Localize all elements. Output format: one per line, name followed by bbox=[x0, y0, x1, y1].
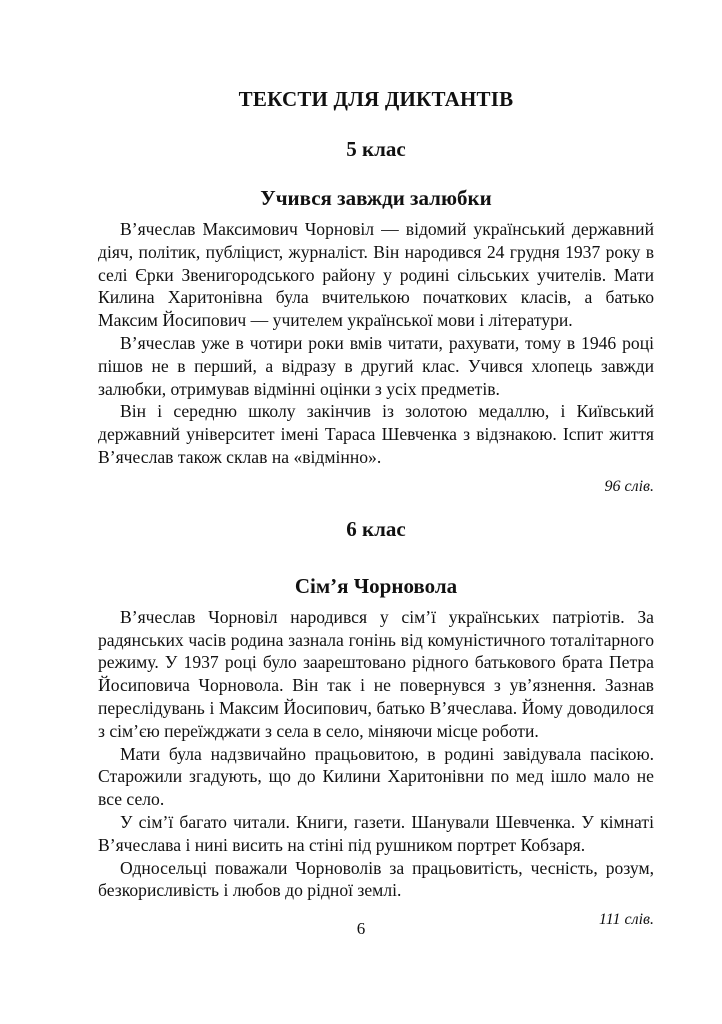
paragraph: В’ячеслав уже в чотири роки вмів читати, рахувати, тому в 1946 році пішов не в перший, а відразу в другий клас. Учився хлопець завжди залюбки, отримував відмінні оцінки з усіх предметів. bbox=[98, 332, 654, 399]
paragraph: У сім’ї багато читали. Книги, газети. Шанували Шевченка. У кімнаті В’ячеслава і нині висить на стіні під рушником портрет Кобзаря. bbox=[98, 811, 654, 855]
page-title: ТЕКСТИ ДЛЯ ДИКТАНТІВ bbox=[238, 87, 514, 111]
word-count: 111 слів. bbox=[598, 911, 654, 929]
paragraph: Мати була надзвичайно працьовитою, в родині завідувала пасікою. Старожили згадують, що до Килини Харитонівни по мед ішло мало не все село. bbox=[98, 743, 654, 810]
paragraph: Односельці поважали Чорноволів за працьовитість, чесність, розум, безкорисливість і любов до рідної землі. bbox=[98, 857, 654, 901]
grade-heading: 6 клас bbox=[346, 516, 406, 541]
paragraph: В’ячеслав Чорновіл народився у сім’ї українських патріотів. За радянських часів родина зазнала гонінь від комуністичного тоталітарного режиму. У 1937 році було заарештовано рідного батькового брата Петра Йосиповича Чорновола. Він так і не повернувся з ув’язнення. Зазнав переслідувань і Максим Йосипович, батько В’ячеслава. Йому доводилося з сім’єю переїжджати з села в село, міняючи місце роботи. bbox=[98, 606, 654, 741]
story-title: Сім’я Чорновола bbox=[294, 573, 458, 598]
paragraph: В’ячеслав Максимович Чорновіл — відомий український державний діяч, політик, публіцист, журналіст. Він народився 24 грудня 1937 року в селі Єрки Звенигородського району у родині сільських учителів. Мати Килина Харитонівна була вчителькою початкових класів, а батько Максим Йосипович — учителем української мови і літератури. bbox=[98, 219, 654, 331]
section-grade-6 bbox=[98, 510, 654, 931]
section-grade-5 bbox=[98, 130, 654, 498]
paragraph: Він і середню школу закінчив із золотою медаллю, і Київський державний університет імені Тараса Шевченка з відзнакою. Іспит життя В’ячеслав також склав на «відмінно». bbox=[98, 401, 654, 467]
grade-heading: 5 клас bbox=[346, 137, 406, 161]
word-count: 96 слів. bbox=[604, 477, 654, 495]
page-number: 6 bbox=[356, 919, 366, 938]
page-content bbox=[98, 76, 654, 931]
story-title: Учився завжди залюбки bbox=[260, 186, 492, 210]
